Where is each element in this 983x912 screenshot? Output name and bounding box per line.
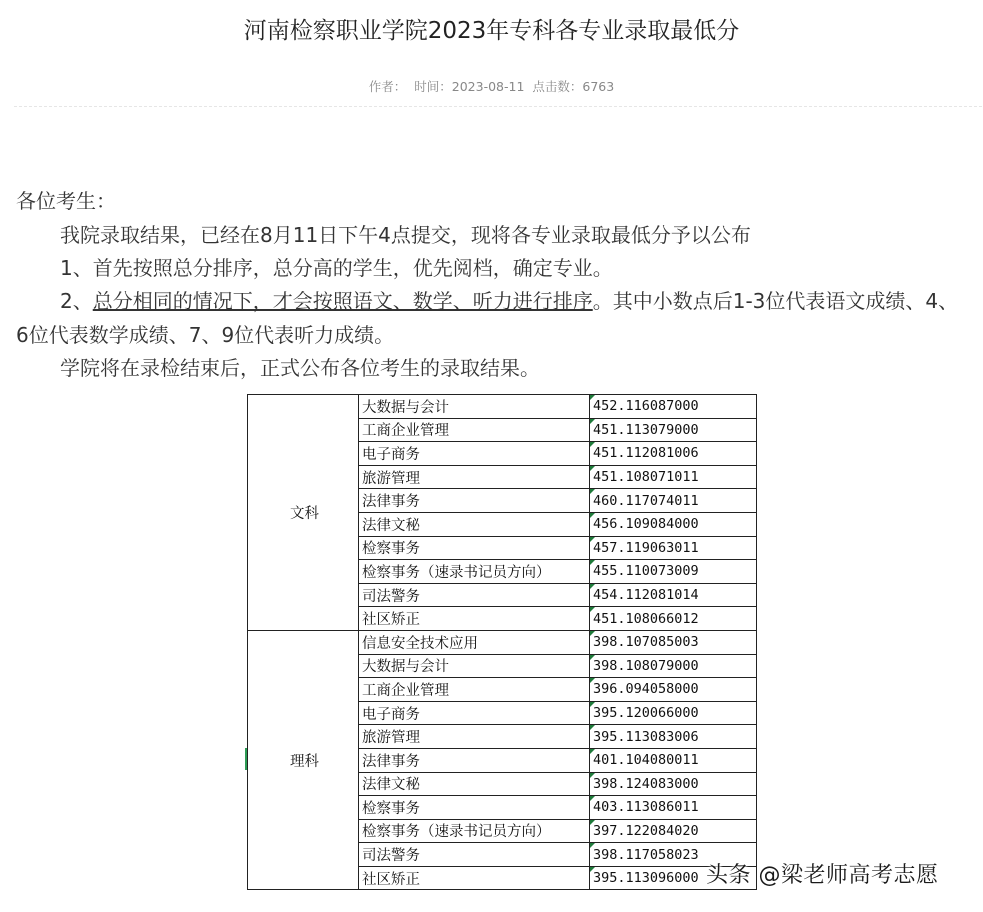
- group-cell: 文科: [248, 395, 359, 631]
- score-cell: 456.109084000: [590, 512, 757, 536]
- score-cell: 395.120066000: [590, 701, 757, 725]
- paragraph-4-text: 学院将在录检结束后，正式公布各位考生的录取结果。: [60, 356, 540, 380]
- score-cell: 455.110073009: [590, 560, 757, 584]
- major-cell: 旅游管理: [359, 725, 590, 749]
- group-cell: 理科: [248, 630, 359, 890]
- score-table: [247, 394, 757, 890]
- table-row: [248, 630, 757, 654]
- paragraph-3-prefix: 2、: [60, 289, 93, 313]
- score-table-body: [248, 395, 757, 890]
- cell-selection-marker: [245, 748, 247, 770]
- major-cell: 法律事务: [359, 748, 590, 772]
- paragraph-2-text: 1、首先按照总分排序，总分高的学生，优先阅档，确定专业。: [60, 256, 613, 280]
- score-cell: 451.108066012: [590, 607, 757, 631]
- major-cell: 司法警务: [359, 583, 590, 607]
- major-cell: 旅游管理: [359, 465, 590, 489]
- paragraph-4: [16, 351, 966, 385]
- major-cell: 检察事务（速录书记员方向）: [359, 819, 590, 843]
- score-cell: 457.119063011: [590, 536, 757, 560]
- score-cell: 398.124083000: [590, 772, 757, 796]
- major-cell: 工商企业管理: [359, 418, 590, 442]
- greeting: 各位考生：: [16, 189, 116, 213]
- watermark: 头条 @梁老师高考志愿: [706, 863, 939, 888]
- major-cell: 信息安全技术应用: [359, 630, 590, 654]
- score-cell: 451.112081006: [590, 442, 757, 466]
- article-meta: [0, 77, 983, 95]
- table-row: [248, 395, 757, 419]
- publish-time: 时间：2023-08-11: [414, 79, 525, 94]
- score-cell: 401.104080011: [590, 748, 757, 772]
- view-count: 点击数：6763: [532, 79, 615, 94]
- major-cell: 大数据与会计: [359, 654, 590, 678]
- paragraph-3-suffix: 。其中小数点后1-3位代表语文成绩、4、6位代表数学成绩、7、9位代表听力成绩。: [16, 289, 959, 347]
- paragraph-1-text: 我院录取结果，已经在8月11日下午4点提交，现将各专业录取最低分予以公布: [60, 223, 751, 247]
- major-cell: 法律文秘: [359, 512, 590, 536]
- major-cell: 大数据与会计: [359, 395, 590, 419]
- page-title: 河南检察职业学院2023年专科各专业录取最低分: [243, 18, 740, 44]
- major-cell: 社区矫正: [359, 866, 590, 890]
- score-cell: 460.117074011: [590, 489, 757, 513]
- score-cell: 397.122084020: [590, 819, 757, 843]
- major-cell: 检察事务: [359, 796, 590, 820]
- score-cell: 403.113086011: [590, 796, 757, 820]
- major-cell: 检察事务（速录书记员方向）: [359, 560, 590, 584]
- score-cell: 454.112081014: [590, 583, 757, 607]
- paragraph-3-underlined: 总分相同的情况下，才会按照语文、数学、听力进行排序: [92, 289, 593, 313]
- major-cell: 社区矫正: [359, 607, 590, 631]
- author-label: 作者：: [368, 79, 407, 94]
- score-cell: 396.094058000: [590, 678, 757, 702]
- score-cell: 395.113096000: [590, 866, 757, 890]
- score-cell: 451.108071011: [590, 465, 757, 489]
- paragraph-1: [16, 218, 966, 252]
- score-cell: 451.113079000: [590, 418, 757, 442]
- major-cell: 法律事务: [359, 489, 590, 513]
- major-cell: 工商企业管理: [359, 678, 590, 702]
- major-cell: 电子商务: [359, 442, 590, 466]
- major-cell: 司法警务: [359, 843, 590, 867]
- score-cell: 395.113083006: [590, 725, 757, 749]
- major-cell: 检察事务: [359, 536, 590, 560]
- paragraph-2: [16, 251, 966, 285]
- paragraph-3: [16, 284, 966, 352]
- major-cell: 法律文秘: [359, 772, 590, 796]
- score-cell: 452.116087000: [590, 395, 757, 419]
- score-cell: 398.107085003: [590, 630, 757, 654]
- score-cell: 398.108079000: [590, 654, 757, 678]
- score-cell: 398.117058023: [590, 843, 757, 867]
- header-divider: [14, 106, 982, 107]
- major-cell: 电子商务: [359, 701, 590, 725]
